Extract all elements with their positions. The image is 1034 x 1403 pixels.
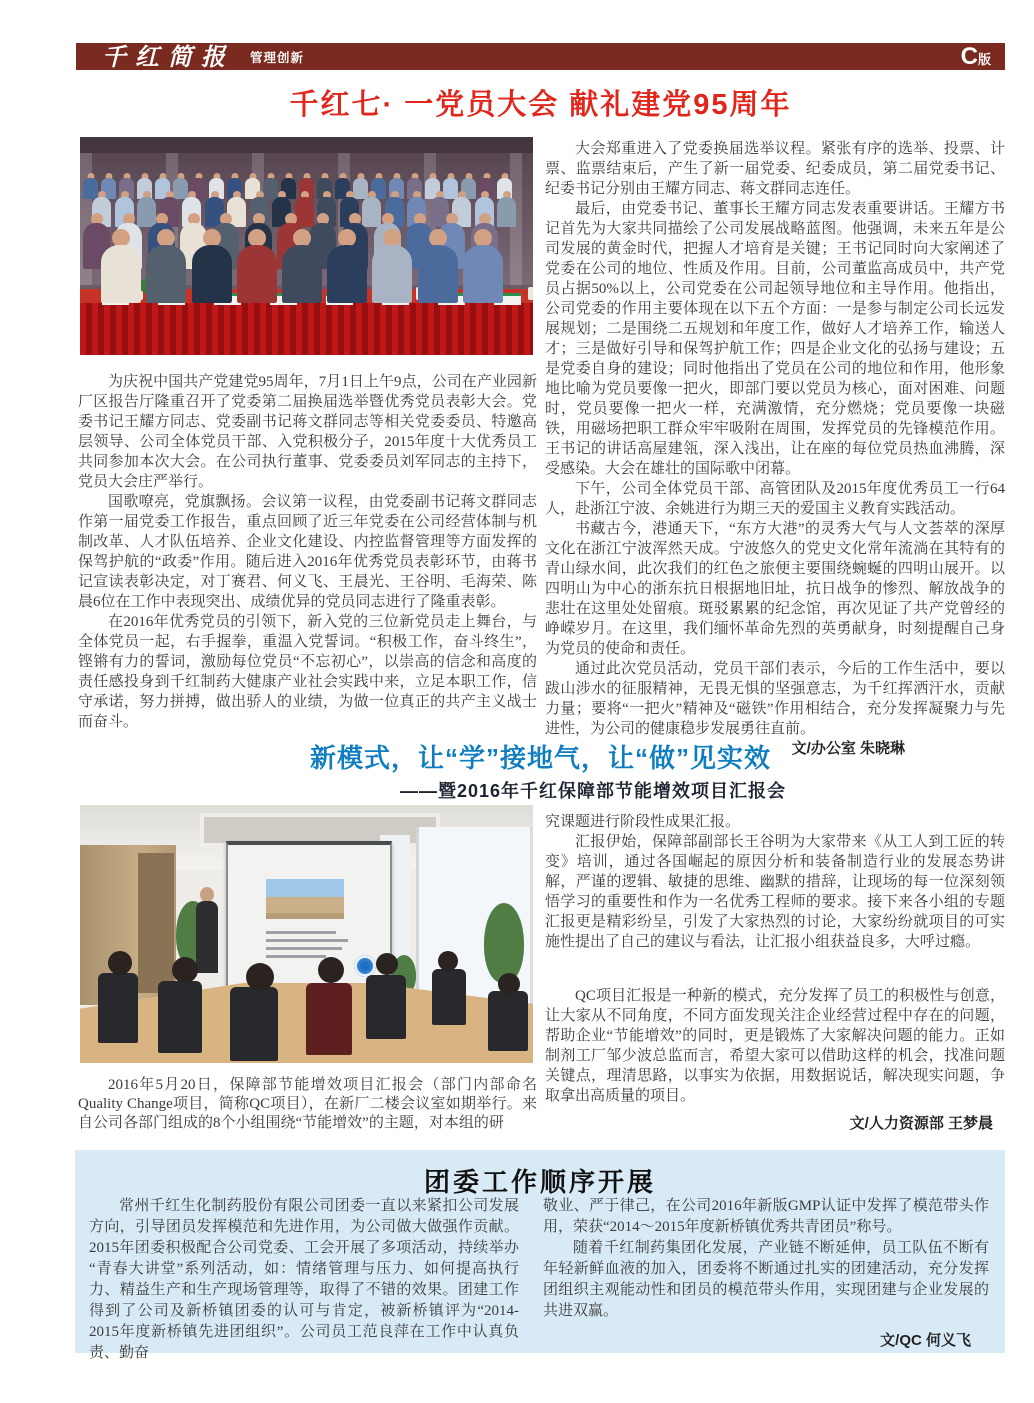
article1-headline: 千红七· 一党员大会 献礼建党95周年 <box>289 89 792 121</box>
crowd-person <box>192 229 232 303</box>
paragraph: QC项目汇报是一种新的模式，充分发挥了员工的积极性与创意，让大家从不同角度，不同方面发现关注企业经营过程中存在的问题，帮助企业“节能增效”的同时，更是锻炼了大家解决问题的能力。正如制剂工厂邹少波总监而言，希望大家可以借助这样的机会，找准问题关键点，理清思路，以事实为依据，用数据说话，解决现实问题，争取拿出高质量的项目。 <box>545 988 1005 1104</box>
edition-label <box>961 43 991 71</box>
article2-right-column <box>545 812 1005 1134</box>
person-body <box>237 245 277 303</box>
youth-league-box <box>75 1150 1005 1361</box>
crowd-person <box>372 229 412 303</box>
slide-image <box>266 879 344 919</box>
crowd-person <box>237 229 277 303</box>
slide-text-line <box>266 931 336 934</box>
office-chair <box>366 975 406 1039</box>
paragraph: 究课题进行阶段性成果汇报。 <box>545 814 741 830</box>
office-chair <box>432 969 466 1025</box>
photo2-wall-panel <box>138 853 174 993</box>
article3-right-column <box>543 1196 989 1351</box>
person-body <box>146 245 186 303</box>
section-label: 管理创新 <box>250 50 305 65</box>
paragraph: 下午，公司全体党员干部、高管团队及2015年度优秀员工一行64人，赴浙江宁波、余姚进行为期三天的爱国主义教育实践活动。 <box>545 481 1005 517</box>
person-body <box>282 245 322 303</box>
paragraph: 国歌嘹亮，党旗飘扬。会议第一议程，由党委副书记蒋文群同志作第一届党委工作报告，重点回顾了近三年党委在公司经营体制与机制改革、人才队伍培养、企业文化建设、内控监督管理等方面发挥的保驾护航的“政委”作用。随后进入2016年优秀党员表彰环节，由蒋书记宣读表彰决定，对丁赛君、何义飞、王晨光、王谷明、毛海荣、陈晨6位在工作中表现突出、成绩优异的党员同志进行了隆重表彰。 <box>78 494 537 610</box>
attendee-head <box>318 957 344 983</box>
water-cup <box>528 287 533 300</box>
office-chair <box>488 991 528 1051</box>
office-chair <box>98 973 138 1043</box>
attendee-head <box>108 951 132 975</box>
crowd-person <box>282 229 322 303</box>
photo2-plant-right <box>484 903 524 983</box>
crowd-person <box>497 191 516 227</box>
slide-text-line <box>266 947 342 950</box>
article2-subtitle: ——暨2016年千红保障部节能增效项目汇报会 <box>399 781 787 801</box>
paragraph: 汇报伊始，保障部副部长王谷明为大家带来《从工人到工匠的转变》培训，通过各国崛起的原因分析和装备制造行业的发展态势讲解，严谨的逻辑、敏捷的思维、幽默的措辞，让现场的每一位深刻领悟学习的重要性和作为一名优秀工程师的要求。接下来各小组的专题汇报更是精彩纷呈，引发了大家热烈的讨论，大家纷纷就项目的可实施性提出了自己的建议与看法，让汇报小组获益良多，大呼过瘾。 <box>545 834 1005 950</box>
article3-left-column <box>89 1196 519 1364</box>
crowd-person <box>463 229 503 303</box>
article1-byline: 文/办公室 朱晓琳 <box>791 740 905 757</box>
person-body <box>372 245 412 303</box>
paragraph: 常州千红生化制药股份有限公司团委一直以来紧扣公司发展方向，引导团员发挥模范和先进作用，为公司做大做强作贡献。2015年团委积极配合公司党委、工会开展了多项活动，持续举办“青春大讲堂”系列活动，如：情绪管理与压力、如何提高执行力、精益生产和生产现场管理等，取得了不错的效果。团建工作得到了公司及新桥镇团委的认可与肯定，被新桥镇评为“2014-2015年度新桥镇先进团组织”。公司员工范良萍在工作中认真负责、勤奋 <box>89 1198 519 1361</box>
paragraph: 2016年5月20日，保障部节能增效项目汇报会（部门内部命名Quality Change项目，简称QC项目），在新厂二楼会议室如期举行。来自公司各部门组成的8个小组围绕“节能增效”的主题，对本组的研 <box>78 1077 537 1131</box>
slide-text-line <box>266 955 326 958</box>
article3-byline: 文/QC 何义飞 <box>880 1332 971 1349</box>
photo2-presenter-body <box>196 901 218 973</box>
crowd-person <box>418 229 458 303</box>
article2-headline: 新模式，让“学”接地气，让“做”见实效 <box>309 743 771 773</box>
crowd-person <box>327 229 367 303</box>
photo1-crowd <box>80 167 533 302</box>
article1-right-column <box>545 139 1005 759</box>
attendee-head <box>172 957 198 983</box>
person-body <box>497 197 516 227</box>
photo1-ceiling <box>80 137 533 153</box>
edition-suffix: 版 <box>977 51 991 67</box>
slide-logo <box>354 955 376 977</box>
article3-headline: 团委工作顺序开展 <box>423 1167 656 1197</box>
photo1-red-table <box>80 303 533 355</box>
slide-text-line <box>266 939 348 942</box>
paragraph: 为庆祝中国共产党建党95周年，7月1日上午9点，公司在产业园新厂区报告厅隆重召开了党委第二届换届选举暨优秀党员表彰大会。党委书记王耀方同志、党委副书记蒋文群同志等相关党委委员、特邀高层领导、公司全体党员干部、入党积极分子，2015年度十大优秀员工共同参加本次大会。在公司执行董事、党委委员刘军同志的主持下，党员大会庄严举行。 <box>78 374 537 490</box>
office-chair <box>306 983 352 1055</box>
person-body <box>101 245 141 303</box>
person-body <box>418 245 458 303</box>
paragraph: 书藏古今，港通天下，“东方大港”的灵秀大气与人文荟萃的深厚文化在浙江宁波浑然天成。宁波悠久的党史文化常年流淌在其特有的青山绿水间，此次我们的红色之旅便主要围绕蜿蜒的四明山展开。以四明山为中心的浙东抗日根据地旧址，抗日战争的惨烈、解放战争的悲壮在这里处处留痕。斑驳累累的纪念馆，再次见证了共产党曾经的峥嵘岁月。在这里，我们缅怀革命先烈的英勇献身，时刻提醒自己身为党员的使命和责任。 <box>545 521 1005 657</box>
qc-meeting-photo <box>80 805 533 1063</box>
edition-letter: C <box>960 42 978 70</box>
person-body <box>463 245 503 303</box>
person-body <box>192 245 232 303</box>
article2-left-column <box>78 1076 537 1133</box>
office-chair <box>158 981 202 1053</box>
party-congress-photo <box>80 137 533 355</box>
article1-left-column <box>78 372 537 732</box>
photo2-presenter <box>200 887 214 902</box>
crowd-person <box>101 229 141 303</box>
paragraph: 敬业、严于律己，在公司2016年新版GMP认证中发挥了模范带头作用，荣获“2014～2015年度新桥镇优秀共青团员”称号。 <box>543 1198 989 1235</box>
attendee-head <box>438 951 458 971</box>
paragraph: 大会郑重进入了党委换届选举议程。紧张有序的选举、投票、计票、监票结束后，产生了新一届党委、纪委成员，第二届党委书记、纪委书记分别由王耀方同志、蒋文群同志连任。 <box>545 141 1005 197</box>
attendee-head <box>246 963 274 991</box>
crowd-person <box>146 229 186 303</box>
article2-byline: 文/人力资源部 王梦晨 <box>849 1115 993 1132</box>
attendee-head <box>498 973 520 995</box>
masthead-title: 千红简报 <box>102 41 234 71</box>
office-chair <box>230 987 278 1061</box>
paragraph: 通过此次党员活动，党员干部们表示，今后的工作生活中，要以跋山涉水的征服精神，无畏无惧的坚强意志，为千红挥洒汗水，贡献力量；要将“一把火”精神及“磁铁”作用相结合，充分发挥凝聚力与先进性，为公司的健康稳步发展勇往直前。 <box>545 661 1005 737</box>
header-bar <box>76 43 1005 70</box>
paragraph: 最后，由党委书记、董事长王耀方同志发表重要讲话。王耀方书记首先为大家共同描绘了公司发展战略蓝图。他强调，未来五年是公司发展的黄金时代，把握人才培育是关键；王书记同时向大家阐述了党委在公司的地位、性质及作用。目前，公司董监高成员中，共产党员占据50%以上，公司党委在公司起领导地位和主导作用。他指出，公司党委的作用主要体现在以下五个方面：一是参与制定公司长远发展规划；二是围绕二五规划和年度工作，做好人才培养工作，输送人才；三是做好引导和保驾护航工作；四是企业文化的弘扬与建设；五是党委自身的建设；同时他指出了党员在公司的地位和作用，他形象地比喻为党员要像一把火，即部门要以党员为核心，面对困难、问题时，党员要像一把火一样，充满激情，充分燃烧；党员要像一块磁铁，用磁场把职工群众牢牢吸附在周围，发挥党员的先锋模范作用。王书记的讲话高屋建瓴，深入浅出，让在座的每位党员热血沸腾，深受感染。大会在雄壮的国际歌中闭幕。 <box>545 201 1005 477</box>
attendee-head <box>376 953 398 975</box>
person-body <box>327 245 367 303</box>
paragraph: 随着千红制药集团化发展，产业链不断延伸，员工队伍不断有年轻新鲜血液的加入，团委将不断通过扎实的团建活动，充分发挥团组织主观能动性和团员的模范带头作用，实现团建与企业发展的共进双赢。 <box>543 1240 989 1319</box>
paragraph: 在2016年优秀党员的引领下，新入党的三位新党员走上舞台，与全体党员一起，右手握拳，重温入党誓词。“积极工作，奋斗终生”，铿锵有力的誓词，激励每位党员“不忘初心”，以崇高的信念和高度的责任感投身到千红制药大健康产业社会实践中来，立足本职工作，信守承诺，努力拼搏，做出骄人的业绩，为做一位真正的共产主义战士而奋斗。 <box>78 614 537 730</box>
